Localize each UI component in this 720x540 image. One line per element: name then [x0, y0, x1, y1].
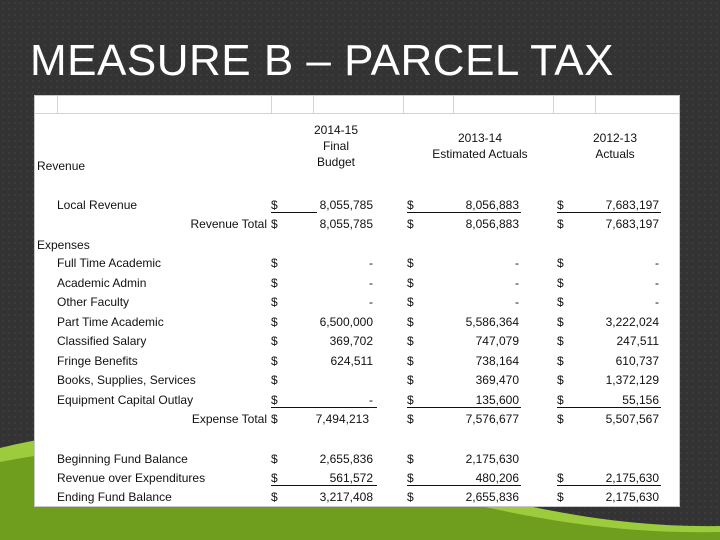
dollar-sign: $ — [271, 295, 278, 309]
section-revenue: Revenue — [37, 159, 86, 173]
slide-title: MEASURE B – PARCEL TAX — [30, 36, 614, 85]
value-2014-15: - — [369, 295, 373, 309]
value-2012-13: 2,175,630 — [605, 471, 659, 485]
dollar-sign: $ — [407, 198, 414, 212]
section-expenses: Expenses — [37, 238, 90, 252]
value-2012-13: - — [655, 276, 659, 290]
value-2012-13: 610,737 — [615, 354, 659, 368]
dollar-sign: $ — [557, 334, 564, 348]
value-2013-14: 747,079 — [475, 334, 519, 348]
dollar-sign: $ — [271, 412, 278, 426]
value-2012-13: 247,511 — [616, 334, 659, 348]
dollar-sign: $ — [407, 490, 414, 504]
value-2013-14: 5,586,364 — [465, 315, 519, 329]
row-label: Expense Total — [191, 412, 267, 426]
value-2014-15: 8,055,785 — [319, 217, 373, 231]
value-2012-13: 2,175,630 — [605, 490, 659, 504]
dollar-sign: $ — [271, 276, 278, 290]
row-label: Books, Supplies, Services — [57, 373, 196, 387]
dollar-sign: $ — [271, 471, 278, 485]
dollar-sign: $ — [407, 334, 414, 348]
row-label: Full Time Academic — [57, 256, 162, 270]
value-2014-15: 561,572 — [329, 471, 373, 485]
dollar-sign: $ — [407, 354, 414, 368]
dollar-sign: $ — [557, 198, 564, 212]
value-2012-13: - — [655, 256, 659, 270]
dollar-sign: $ — [557, 315, 564, 329]
dollar-sign: $ — [271, 334, 278, 348]
dollar-sign: $ — [271, 256, 278, 270]
value-2014-15: 8,055,785 — [319, 198, 373, 212]
dollar-sign: $ — [271, 354, 278, 368]
value-2014-15: - — [369, 276, 373, 290]
dollar-sign: $ — [407, 295, 414, 309]
row-label: Part Time Academic — [57, 315, 164, 329]
value-2012-13: 55,156 — [622, 393, 659, 407]
value-2013-14: 7,576,677 — [465, 412, 519, 426]
value-2014-15: 7,494,213 — [315, 412, 369, 426]
dollar-sign: $ — [407, 315, 414, 329]
value-2014-15: - — [369, 393, 373, 407]
dollar-sign: $ — [407, 452, 414, 466]
dollar-sign: $ — [557, 373, 564, 387]
dollar-sign: $ — [407, 276, 414, 290]
header-2014-15: 2014-15 Final Budget — [313, 123, 359, 169]
dollar-sign: $ — [407, 217, 414, 231]
dollar-sign: $ — [407, 393, 414, 407]
dollar-sign: $ — [271, 393, 278, 407]
dollar-sign: $ — [407, 256, 414, 270]
row-label: Fringe Benefits — [57, 354, 138, 368]
dollar-sign: $ — [557, 471, 564, 485]
value-2012-13: 7,683,197 — [605, 198, 659, 212]
value-2014-15: 3,217,408 — [319, 490, 373, 504]
value-2013-14: - — [515, 256, 519, 270]
value-2013-14: - — [515, 295, 519, 309]
row-label: Classified Salary — [57, 334, 147, 348]
value-2013-14: 2,655,836 — [465, 490, 519, 504]
value-2014-15: - — [369, 256, 373, 270]
value-2013-14: 738,164 — [475, 354, 519, 368]
value-2012-13: - — [655, 295, 659, 309]
value-2012-13: 7,683,197 — [605, 217, 659, 231]
dollar-sign: $ — [557, 276, 564, 290]
value-2013-14: 8,056,883 — [465, 198, 519, 212]
row-label: Academic Admin — [57, 276, 147, 290]
row-label: Other Faculty — [57, 295, 130, 309]
value-2013-14: 369,470 — [475, 373, 519, 387]
value-2014-15: 369,702 — [329, 334, 373, 348]
budget-table — [34, 95, 680, 507]
dollar-sign: $ — [557, 295, 564, 309]
dollar-sign: $ — [271, 198, 278, 212]
value-2013-14: 2,175,630 — [465, 452, 519, 466]
row-label: Ending Fund Balance — [57, 490, 172, 504]
dollar-sign: $ — [557, 412, 564, 426]
row-label: Equipment Capital Outlay — [57, 393, 194, 407]
value-2013-14: - — [515, 276, 519, 290]
value-2014-15: 6,500,000 — [319, 315, 373, 329]
row-label: Revenue Total — [190, 217, 267, 231]
dollar-sign: $ — [271, 452, 278, 466]
value-2012-13: 3,222,024 — [605, 315, 659, 329]
value-2014-15: 624,511 — [330, 354, 373, 368]
dollar-sign: $ — [271, 217, 278, 231]
dollar-sign: $ — [407, 471, 414, 485]
row-label: Beginning Fund Balance — [57, 452, 188, 466]
row-label: Local Revenue — [57, 198, 138, 212]
header-2013-14: 2013-14 Estimated Actuals — [432, 131, 528, 161]
dollar-sign: $ — [557, 393, 564, 407]
dollar-sign: $ — [407, 373, 414, 387]
dollar-sign: $ — [407, 412, 414, 426]
dollar-sign: $ — [271, 490, 278, 504]
row-label: Revenue over Expenditures — [57, 471, 206, 485]
dollar-sign: $ — [271, 315, 278, 329]
value-2013-14: 480,206 — [475, 471, 519, 485]
dollar-sign: $ — [557, 490, 564, 504]
dollar-sign: $ — [557, 354, 564, 368]
value-2012-13: 1,372,129 — [605, 373, 659, 387]
value-2014-15: 2,655,836 — [319, 452, 373, 466]
value-2012-13: 5,507,567 — [605, 412, 659, 426]
dollar-sign: $ — [557, 217, 564, 231]
dollar-sign: $ — [557, 256, 564, 270]
value-2013-14: 135,600 — [475, 393, 519, 407]
dollar-sign: $ — [271, 373, 278, 387]
header-2012-13: 2012-13 Actuals — [592, 131, 638, 161]
value-2013-14: 8,056,883 — [465, 217, 519, 231]
